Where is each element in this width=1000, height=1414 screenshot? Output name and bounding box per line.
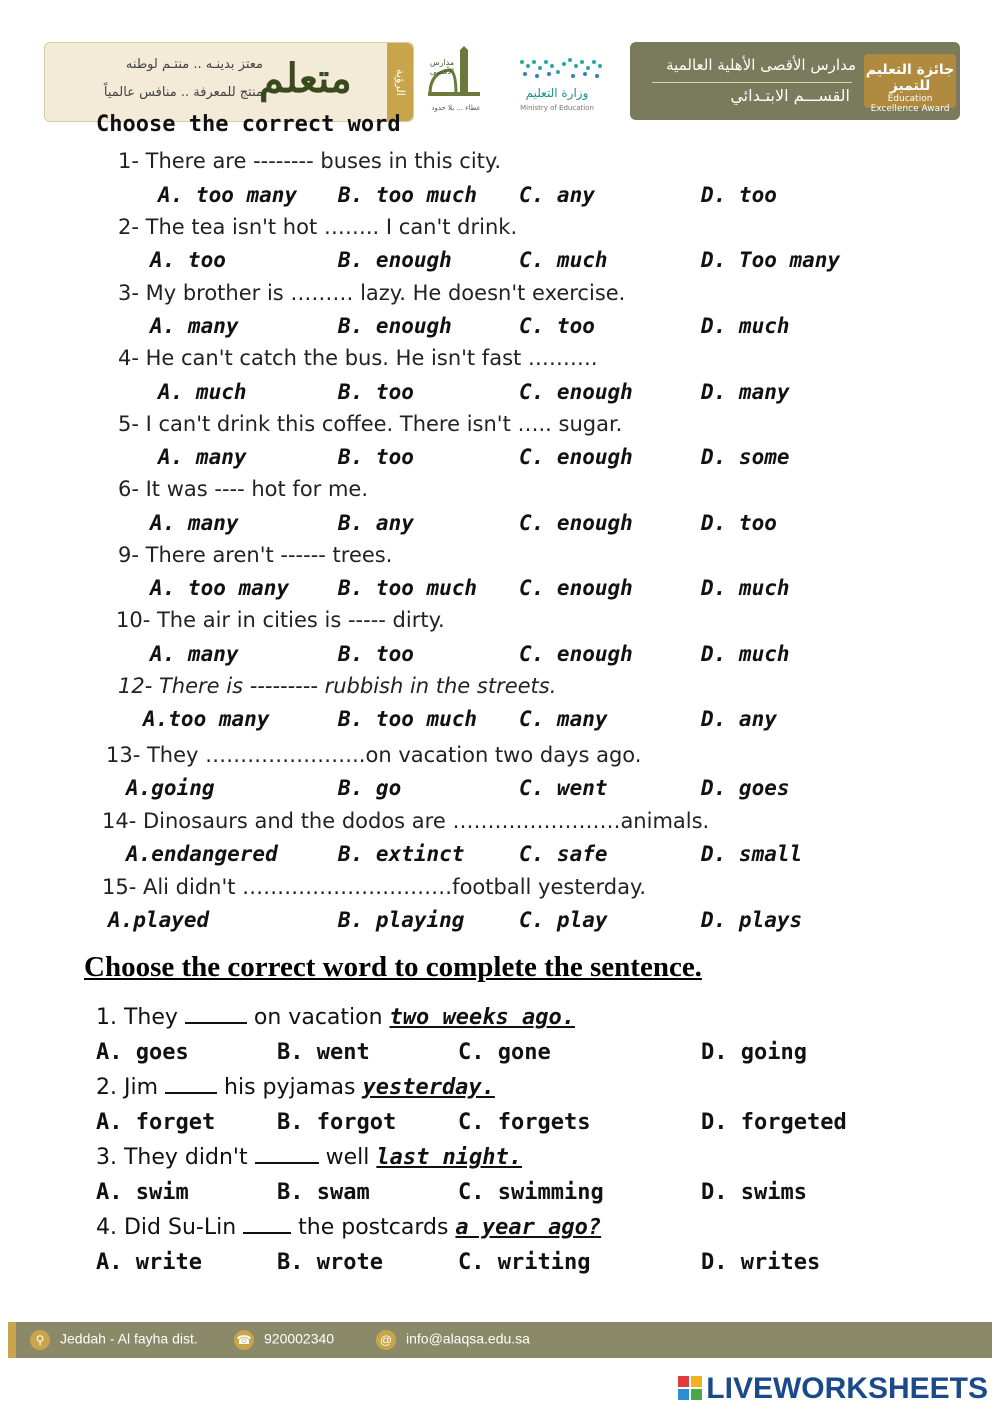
option-a[interactable]: A.endangered [126,842,278,866]
option-c[interactable]: C. enough [519,380,633,404]
vision-tab: الرؤية [387,43,413,121]
question-text: 14- Dinosaurs and the dodos are ……………………animals. [102,809,710,833]
ministry-of-education-logo [512,54,612,114]
time-hint: last night. [376,1145,523,1170]
section-2-title: Choose the correct word to complete the sentence. [84,951,702,983]
education-excellence-award-badge [864,54,956,114]
option-d[interactable]: D. too [701,511,777,535]
option-d[interactable]: D. much [701,642,790,666]
option-c[interactable]: C. enough [519,576,633,600]
question-after-blank: on vacation [246,1005,390,1030]
question-text [96,1004,575,1030]
aqsa-schools-logo [424,46,488,116]
option-a[interactable]: A. goes [96,1040,189,1065]
question-text: 13- They …………………..on vacation two days ago. [106,743,642,767]
email-at-icon: @ [376,1330,396,1350]
option-c[interactable]: C. enough [519,445,633,469]
option-b[interactable]: B. too [338,445,414,469]
question-before-blank: 2. Jim [96,1075,166,1100]
time-hint: a year ago? [455,1215,602,1240]
option-a[interactable]: A. much [158,380,247,404]
footer-phone [234,1330,334,1350]
answer-blank[interactable] [243,1214,291,1234]
moe-english: Ministry of Education [520,104,594,112]
motto-line-1: معتز بدينـه .. منتـم لوطنه [125,57,263,72]
aqsa-logo-text: مدارس الأقصى [429,58,455,76]
option-a[interactable]: A. many [158,445,247,469]
option-a[interactable]: A. many [150,642,239,666]
question-text: 9- There aren't ------ trees. [118,543,393,567]
option-a[interactable]: A. write [96,1250,202,1275]
option-d[interactable]: D. plays [701,908,803,932]
option-c[interactable]: C. many [519,707,608,731]
question-text: 4- He can't catch the bus. He isn't fast ………. [118,346,598,370]
option-d[interactable]: D. small [701,842,803,866]
option-a[interactable]: A. many [150,314,239,338]
option-d[interactable]: D. much [701,576,790,600]
question-before-blank: 4. Did Su-Lin [96,1215,244,1240]
question-text [96,1144,522,1170]
option-c[interactable]: C. enough [519,511,633,535]
award-arabic: جائزة التعليم للتميز [865,62,955,94]
option-b[interactable]: B. extinct [338,842,465,866]
option-c[interactable]: C. safe [519,842,608,866]
option-b[interactable]: B. went [277,1040,370,1065]
school-department: القســـم الابتـدائي [730,86,850,105]
option-a[interactable]: A. many [150,511,239,535]
footer-address [30,1330,198,1350]
option-c[interactable]: C. went [519,776,608,800]
option-b[interactable]: B. any [338,511,414,535]
option-c[interactable]: C. forgets [458,1110,591,1135]
option-b[interactable]: B. go [338,776,402,800]
option-c[interactable]: C. play [519,908,608,932]
option-b[interactable]: B. swam [277,1180,370,1205]
school-divider [652,82,852,83]
option-c[interactable]: C. enough [519,642,633,666]
option-a[interactable]: A.going [126,776,215,800]
option-d[interactable]: D. many [701,380,790,404]
option-d[interactable]: D. goes [701,776,790,800]
footer-email [376,1330,530,1350]
question-text: 15- Ali didn't …………………………football yesterday. [102,875,647,899]
time-hint: yesterday. [362,1075,495,1100]
option-d[interactable]: D. too [701,183,777,207]
option-c[interactable]: C. too [519,314,595,338]
option-d[interactable]: D. forgeted [701,1110,847,1135]
question-text [96,1074,495,1100]
option-a[interactable]: A. too many [158,183,298,207]
option-d[interactable]: D. any [701,707,777,731]
time-hint: two weeks ago. [389,1005,575,1030]
footer-bar [8,1322,992,1358]
option-b[interactable]: B. wrote [277,1250,383,1275]
option-d[interactable]: D. going [701,1040,807,1065]
question-after-blank: his pyjamas [217,1075,363,1100]
motto-banner [44,42,414,122]
question-text: 12- There is --------- rubbish in the streets. [118,674,557,698]
phone-icon: ☎ [234,1330,254,1350]
option-b[interactable]: B. too [338,642,414,666]
option-b[interactable]: B. too much [338,707,478,731]
option-a[interactable]: A. too many [150,576,290,600]
school-name: مدارس الأقصى الأهلية العالمية [666,56,856,74]
location-pin-icon: ⚲ [30,1330,50,1350]
option-d[interactable]: D. swims [701,1180,807,1205]
motto-line-2: منتج للمعرفة .. منافس عالمياً [103,85,263,100]
question-text: 6- It was ---- hot for me. [118,477,369,501]
option-b[interactable]: B. playing [338,908,465,932]
aqsa-tagline: عطاء ... بلا حدود [431,104,481,112]
moe-dots-icon [516,54,606,84]
option-d[interactable]: D. some [701,445,790,469]
option-a[interactable]: A. too [150,248,226,272]
moe-arabic: وزارة التعليم [525,86,589,100]
question-after-blank: the postcards [291,1215,456,1240]
email-text[interactable]: info@alaqsa.edu.sa [406,1330,530,1347]
option-b[interactable]: B. forgot [277,1110,397,1135]
option-d[interactable]: D. writes [701,1250,821,1275]
address-text: Jeddah - Al fayha dist. [60,1330,198,1347]
liveworksheets-logo-icon [678,1376,702,1400]
option-b[interactable]: B. enough [338,314,452,338]
question-text: 10- The air in cities is ----- dirty. [116,608,445,632]
option-a[interactable]: A.played [108,908,210,932]
watermark-text: LIVEWORKSHEETS [706,1372,988,1405]
option-a[interactable]: A.too many [143,707,270,731]
answer-blank[interactable] [185,1004,247,1024]
section-1-title: Choose the correct word [96,112,401,137]
option-c[interactable]: C. gone [458,1040,551,1065]
option-a[interactable]: A. swim [96,1180,189,1205]
question-after-blank: well [318,1145,377,1170]
option-d[interactable]: D. Too many [701,248,841,272]
option-b[interactable]: B. enough [338,248,452,272]
brand-mutaallim: متعلم [259,55,352,102]
question-text: 3- My brother is ……… lazy. He doesn't exercise. [118,281,626,305]
question-text: 2- The tea isn't hot …….. I can't drink. [118,215,518,239]
question-text [96,1214,601,1240]
option-b[interactable]: B. too much [338,183,478,207]
question-before-blank: 1. They [96,1005,185,1030]
award-english: Education Excellence Award [870,94,950,114]
question-before-blank: 3. They didn't [96,1145,255,1170]
answer-blank[interactable] [255,1144,319,1164]
question-text: 5- I can't drink this coffee. There isn't ….. sugar. [118,412,623,436]
option-b[interactable]: B. too [338,380,414,404]
option-c[interactable]: C. swimming [458,1180,604,1205]
school-banner [630,42,960,120]
liveworksheets-watermark [678,1372,988,1406]
option-a[interactable]: A. forget [96,1110,216,1135]
answer-blank[interactable] [165,1074,217,1094]
footer-accent-strip [8,1322,16,1358]
option-c[interactable]: C. much [519,248,608,272]
option-c[interactable]: C. any [519,183,595,207]
option-b[interactable]: B. too much [338,576,478,600]
question-text: 1- There are -------- buses in this city. [118,149,502,173]
option-d[interactable]: D. much [701,314,790,338]
option-c[interactable]: C. writing [458,1250,591,1275]
phone-text: 920002340 [264,1330,335,1347]
